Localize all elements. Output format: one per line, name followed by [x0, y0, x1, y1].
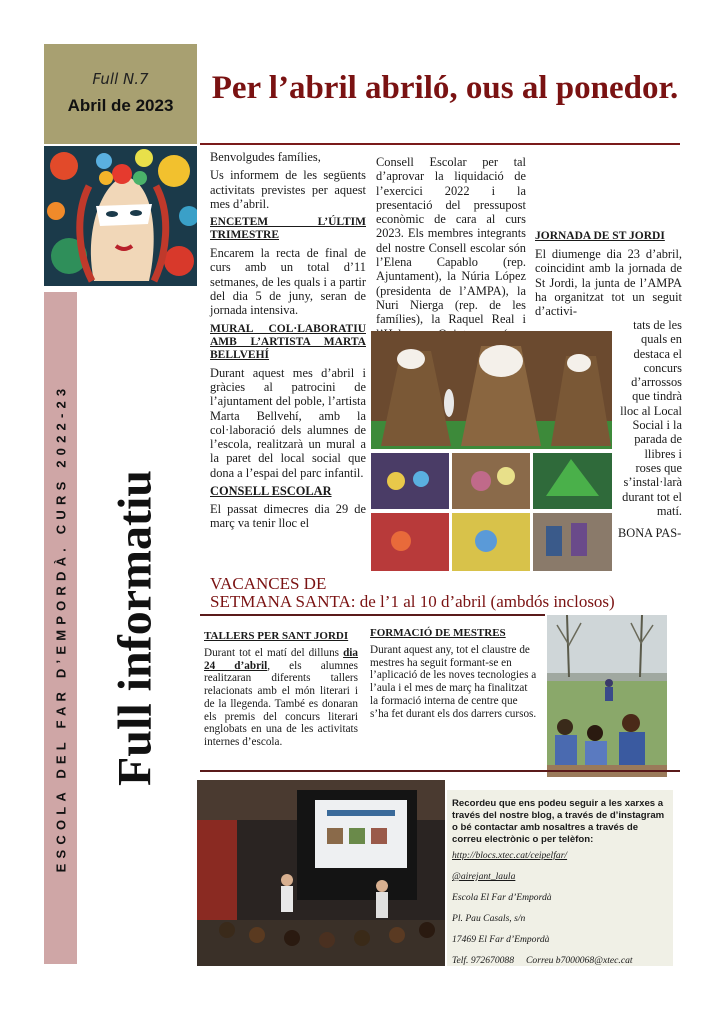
blog-link[interactable]: http://blocs.xtec.cat/ceipelfar/ [452, 850, 568, 861]
section-text-consell-part2: Consell Escolar per tal d’aprovar la liquidació de l’exercici 2022 i la presentació del pressupost econòmic de cara al curs 2023. Els membres integrants del nostre Consell escolar són l’Elena Capablo (rep. Ajuntament), la Núria López (presidenta de l’AMPA), la Nuri Nierga (rep. de les famílies), la Raquel Real i [376, 155, 526, 327]
holiday-heading-line1: VACANCES DE [210, 574, 327, 593]
section-text-st-jordi-part2: tats de les quals en destaca el concurs d’arrossos que tindrà lloc al Local Social i la parada de llibres i roses que s’instal·larà durant tot el matí. [620, 318, 682, 518]
column-1 [210, 150, 366, 535]
section-text-mural: Durant aquest mes d’abril i gràcies al patrocini de l’ajuntament del poble, l’artista Marta Bellvehí, amb la col·laboració dels alumnes de l’escola, realitzarà un mural a la paret del local social que dona a l’espai del parc infantil. [210, 365, 366, 480]
section-text-st-jordi-part1: El diumenge dia 23 d’abril, coincidint amb la jornada de St Jordi, la junta de l’AMPA ha organitzat tot un seguit d’activi- [535, 247, 682, 319]
section-text-consell-part1: El passat dimecres dia 29 de març va tenir lloc el [210, 502, 366, 531]
issue-date: Abril de 2023 [67, 96, 174, 115]
section-text-tallers [204, 647, 358, 749]
tallers-text-before: Durant tot el matí del dilluns [204, 647, 340, 659]
issue-number: Full N.7 [92, 70, 149, 88]
holiday-line2 [210, 593, 630, 611]
section-text-encetem: Encarem la recta de final de curs amb un total d’11 setmanes, de les quals i a partir del dia 5 de juny, seran de jornada intensiva. [210, 246, 366, 318]
newsletter-title-vertical: Full informatiu [108, 469, 162, 787]
school-name: Escola El Far d’Empordà [452, 892, 552, 903]
section-heading-st-jordi: JORNADA DE ST JORDI [535, 230, 665, 242]
section-heading-consell: CONSELL ESCOLAR [210, 484, 332, 499]
contact-phone: Telf. 972670088 [452, 955, 515, 966]
greeting: Benvolgudes famílies, [210, 150, 321, 164]
tallers-section [204, 625, 358, 749]
school-address: Pl. Pau Casals, s/n [452, 913, 526, 924]
headline-divider [200, 143, 680, 145]
classroom-presentation-photo [197, 780, 445, 966]
headline: Per l’abril abriló, ous al ponedor. [211, 70, 679, 106]
contact-intro: Recordeu que ens podeu seguir a les xarxes a través del nostre blog, a través de d’instagram o bé contactar amb nosaltres a través de correu electrònic o per telèfon: [452, 798, 665, 845]
school-name-vertical: ESCOLA DEL FAR D’EMPORDÀ. CURS 2022-23 [53, 383, 68, 873]
section-heading-formacio: FORMACIÓ DE MESTRES [370, 627, 506, 639]
holiday-notice [210, 575, 630, 611]
section-heading-encetem: ENCETEM L’ÚLTIM TRIMESTRE [210, 216, 366, 242]
contact-phone-email [452, 955, 670, 967]
closing-text: BONA PAS- [618, 526, 682, 541]
intro-text: Us informem de les següents activitats previstes per aquest mes d’abril. [210, 168, 366, 211]
instagram-handle[interactable]: @airejant_laula [452, 871, 516, 882]
formacio-section [370, 622, 538, 720]
tallers-date: dia 24 d’abril [204, 647, 358, 672]
section-heading-mural: MURAL COL·LABORATIU AMB L’ARTISTA MARTA BELLVEHÍ [210, 322, 366, 361]
contact-list [452, 850, 670, 976]
tallers-text-after: , els alumnes realitzaran diferents tallers relacionats amb el món literari i de la llegenda. També es donaran els premis del concurs literari englobats en una de les activitats internes d’escola. [204, 659, 358, 748]
column-3-narrow [618, 318, 682, 544]
holiday-divider [200, 614, 545, 616]
contact-email[interactable]: Correu b7000068@xtec.cat [526, 955, 633, 966]
footer-divider [200, 770, 680, 772]
holiday-heading-line2: SETMANA SANTA: [210, 592, 356, 611]
easter-crafts-photos [371, 331, 612, 571]
painted-face-artwork [44, 146, 197, 286]
section-heading-tallers: TALLERS PER SANT JORDI [204, 630, 349, 642]
sidebar-header-box [44, 44, 197, 144]
outdoor-students-photo [547, 615, 667, 777]
school-postal: 17469 El Far d’Empordà [452, 934, 550, 945]
column-3 [535, 150, 682, 322]
section-text-formacio: Durant aquest any, tot el claustre de mestres ha seguit formant-se en l’aplicació de les noves tecnologies a l’aula i el mes de març ha finalitzat la formació interna de centre que s’ha fet durant els dos darrers cursos. [370, 644, 537, 720]
holiday-dates: de l’1 al 10 d’abril (ambdós inclosos) [359, 592, 615, 611]
